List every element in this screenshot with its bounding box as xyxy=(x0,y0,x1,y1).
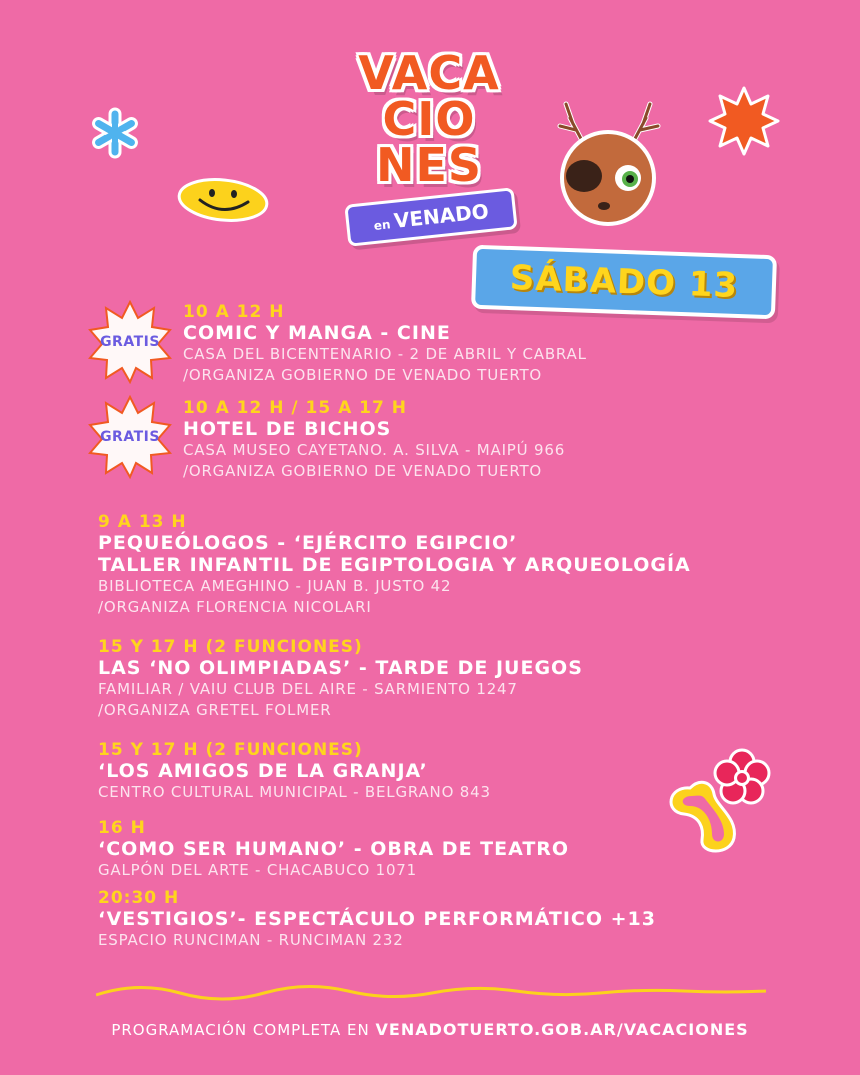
event-location: FAMILIAR / VAIU CLUB DEL AIRE - SARMIENTO 1247 xyxy=(98,680,518,698)
gratis-badge-2 xyxy=(88,395,172,479)
asterisk-flower-icon xyxy=(88,106,142,160)
event-title: COMIC Y MANGA - CINE xyxy=(183,322,451,344)
event-title: HOTEL DE BICHOS xyxy=(183,418,392,440)
event-time: 9 A 13 H xyxy=(98,512,187,532)
event-location: CASA DEL BICENTENARIO - 2 DE ABRIL Y CABRAL xyxy=(183,345,587,363)
event-time: 16 H xyxy=(98,818,146,838)
event-pequeologos xyxy=(98,512,691,618)
event-title: PEQUEÓLOGOS - ‘EJÉRCITO EGIPCIO’ xyxy=(98,532,518,554)
event-title: ‘LOS AMIGOS DE LA GRANJA’ xyxy=(98,760,428,782)
date-badge: SÁBADO 13 xyxy=(471,245,777,320)
logo-badge-small: en xyxy=(373,217,392,233)
event-time: 15 Y 17 H (2 FUNCIONES) xyxy=(98,740,363,760)
logo-line-3: NES xyxy=(375,138,483,192)
event-organizer: /ORGANIZA GRETEL FOLMER xyxy=(98,701,332,719)
event-location: GALPÓN DEL ARTE - CHACABUCO 1071 xyxy=(98,861,417,879)
gratis-label: GRATIS xyxy=(100,334,160,350)
gratis-badge-1 xyxy=(88,300,172,384)
deer-mascot-icon xyxy=(546,96,670,232)
event-comic-manga xyxy=(183,302,587,386)
wave-divider xyxy=(96,975,766,1005)
orange-starburst-icon xyxy=(708,86,780,156)
event-title: LAS ‘NO OLIMPIADAS’ - TARDE DE JUEGOS xyxy=(98,657,583,679)
event-time: 10 A 12 H xyxy=(183,302,285,322)
logo-line-1: VACA xyxy=(358,46,500,100)
event-organizer: /ORGANIZA GOBIERNO DE VENADO TUERTO xyxy=(183,366,543,384)
event-title: ‘VESTIGIOS’- ESPECTÁCULO PERFORMÁTICO +13 xyxy=(98,908,656,930)
event-hotel-bichos xyxy=(183,398,565,482)
event-amigos-granja xyxy=(98,740,491,803)
event-no-olimpiadas xyxy=(98,637,583,721)
event-title: ‘COMO SER HUMANO’ - OBRA DE TEATRO xyxy=(98,838,570,860)
event-subtitle: TALLER INFANTIL DE EGIPTOLOGIA Y ARQUEOLOGÍA xyxy=(98,554,691,576)
vacaciones-logo xyxy=(338,46,520,240)
event-time: 20:30 H xyxy=(98,888,180,908)
event-location: ESPACIO RUNCIMAN - RUNCIMAN 232 xyxy=(98,931,404,949)
event-como-ser-humano xyxy=(98,818,569,881)
footer-url[interactable]: VENADOTUERTO.GOB.AR/VACACIONES xyxy=(375,1020,749,1039)
logo-badge-main: VENADO xyxy=(392,199,490,233)
event-vestigios xyxy=(98,888,656,951)
flower-squiggle-icon xyxy=(660,748,776,858)
event-time: 10 A 12 H / 15 A 17 H xyxy=(183,398,407,418)
smiley-face-icon xyxy=(176,176,270,224)
event-organizer: /ORGANIZA FLORENCIA NICOLARI xyxy=(98,598,372,616)
logo-line-2: CIO xyxy=(382,92,476,146)
event-location: BIBLIOTECA AMEGHINO - JUAN B. JUSTO 42 xyxy=(98,577,452,595)
event-organizer: /ORGANIZA GOBIERNO DE VENADO TUERTO xyxy=(183,462,543,480)
event-time: 15 Y 17 H (2 FUNCIONES) xyxy=(98,637,363,657)
gratis-label: GRATIS xyxy=(100,429,160,445)
footer-text xyxy=(0,1020,860,1039)
event-location: CASA MUSEO CAYETANO. A. SILVA - MAIPÚ 966 xyxy=(183,441,566,459)
event-location: CENTRO CULTURAL MUNICIPAL - BELGRANO 843 xyxy=(98,783,491,801)
footer-prefix: PROGRAMACIÓN COMPLETA EN xyxy=(111,1021,376,1039)
logo-badge xyxy=(344,187,517,247)
